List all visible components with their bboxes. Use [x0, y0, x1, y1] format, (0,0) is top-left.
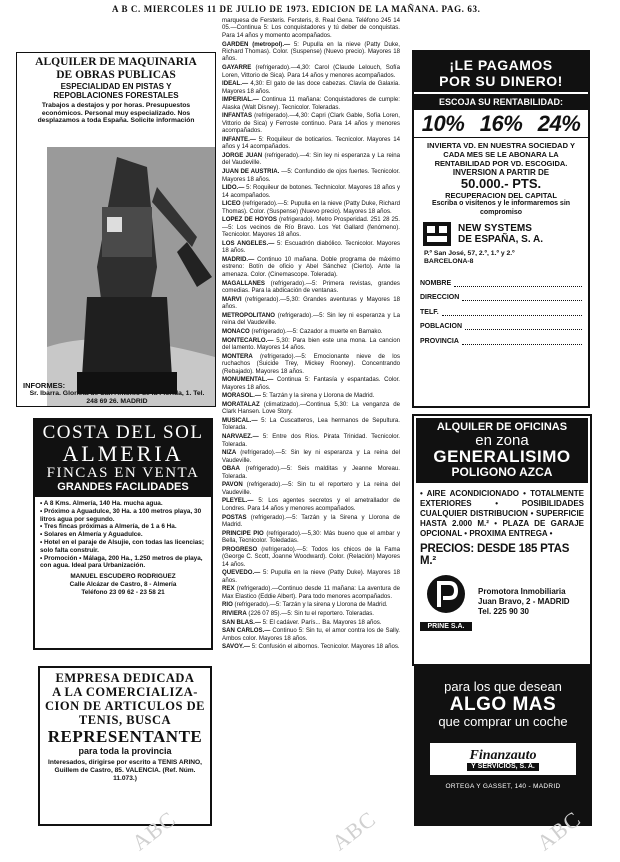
cinema-listing — [222, 337, 400, 352]
cinema-listing — [222, 168, 400, 183]
cinema-program: (refrigerado).—5: Emocionante nieve de los ruchachos (Suicide Trey, Mickey Rooney). Concentrando (Rebajado). Mayores 18 años. — [222, 352, 400, 375]
cinema-listing — [222, 449, 400, 464]
cinema-name: MADRID.— — [222, 256, 255, 264]
cinema-name: LIDO.— — [222, 184, 245, 192]
cinema-listing — [222, 546, 400, 568]
cinema-listing — [222, 353, 400, 375]
finanzauto-brand-2: Y SERVICIOS, S. A. — [467, 763, 539, 771]
pagamos-body-1: INVIERTA VD. EN NUESTRA SOCIEDAD Y CADA MES SE LE ABONARA LA RENTABILIDAD POR VD. ESCOGIDA. — [427, 141, 575, 168]
cinema-name: IDEAL.— — [222, 80, 249, 88]
pagamos-rates — [414, 110, 588, 138]
cinema-program: (refrigerado).—5: Tarzán y la sirena y Llorona de Madrid. — [234, 601, 388, 609]
pagamos-body-2: INVERSION A PARTIR DE — [452, 168, 550, 177]
finanzauto-logo — [430, 743, 576, 775]
ad-le-pagamos — [412, 50, 590, 408]
maquinaria-body: Trabajos a destajos y por horas. Presupuestos económicos. Personal muy especializado. Nos desplazamos a toda España. Solicite información — [37, 102, 195, 125]
cinema-program: (refrigerado).—5,30: Grandes aventuras y Mayores 18 años. — [222, 295, 400, 311]
cinema-program: Continuo 10 mañana. Doble programa de máximo estreno: Botín de oficio y Abel Sánchez (Cierto). Ante la amenaza. Color. (Cinemascope. Tolerada). — [222, 256, 400, 278]
cinema-name: LOPEZ DE HOYOS — [222, 216, 277, 224]
cinema-program: Continua 11 mañana: Conquistadores de cumple: Alaska (Walt Disney). Tecnicolor. Toleradas. — [222, 96, 400, 111]
field-provincia[interactable]: PROVINCIA — [420, 330, 582, 345]
cinema-listing — [222, 17, 400, 39]
cinema-listing — [222, 41, 400, 63]
costa-contact: MANUEL ESCUDERO RODRIGUEZ — [70, 573, 176, 581]
cinema-name: REX — [222, 585, 235, 593]
cinema-program: 5: La Cuscatteros, Lea hermanos de Sepultura. Tolerada. — [222, 416, 400, 432]
cinema-name: OBAA — [222, 465, 240, 473]
cinema-program: (refrigerado).—5: Sin ley ni esperanza y La reina del Vaudeville. — [222, 449, 400, 464]
oficinas-title-2: en zona — [475, 432, 529, 449]
cinema-program: (refrigerado).—4,30: Capri (Clark Gable, Sofía Loren, Vittorio de Sica) y Ferroste continuo. Para 14 años y menores acompañados. — [222, 112, 400, 135]
maquinaria-subtitle-1: ESPECIALIDAD EN PISTAS Y — [60, 82, 172, 91]
watermark-1: ABC — [127, 805, 181, 856]
costa-item-6: • Promoción • Málaga, 200 Ha., 1.250 metros de playa, con agua. Ideal para Urbanización. — [40, 554, 203, 570]
rate-16: 16% — [479, 110, 523, 136]
cinema-listing — [222, 96, 400, 111]
new-systems-city: BARCELONA-8 — [424, 258, 474, 265]
cinema-program: 4,30: El gato de las doce cabezas. Clavía de Galaxia. Mayores 18 años. — [222, 80, 400, 95]
cinema-name: MONTECARLO.— — [222, 336, 274, 344]
cinema-program: (refrigerado).—5: Primera revistas, grandes comedias. Para la abdicación de ventanas. — [222, 279, 400, 295]
cinema-program: 5: Escuadrón diabólico. Tecnicolor. Mayores 18 años. — [222, 239, 400, 255]
cinema-program: (refrigerado).—5: Cazador a muerte en Bamako. — [251, 327, 383, 335]
cinema-program: Continuo 5: Sin tu, el amor contra los de Sally. Ambos color. Mayores 18 años. — [222, 627, 400, 642]
cinema-program: (refrigerado).—4: Sin ley ni esperanza y La reina del Vaudeville. — [222, 152, 400, 167]
cinema-program: (refrigerado). Metro Prosperidad. 251 28 25.—5: Los vecinos de Río Bravo. Los Yet Gallard (fenómeno). Tecnicolor. Mayores 18 años. — [222, 216, 400, 239]
cinema-listing — [222, 312, 400, 327]
cinema-program: (226 07 85).—5: Sin tu el reportero. Toleradas. — [248, 610, 374, 618]
costa-item-4: • Solares en Almería y Aguadulce. — [40, 531, 143, 539]
cinema-program: 5: Confusión el albornos. Tecnicolor. Mayores 18 años. — [251, 643, 400, 651]
cinema-listing — [222, 136, 400, 151]
cinema-program: 5: Entre dos Ríos. Pirata Trinidad. Tecnicolor. Tolerada. — [222, 433, 400, 448]
field-poblacion[interactable]: POBLACION — [420, 316, 582, 331]
costa-title-1: COSTA DEL SOL — [42, 422, 204, 443]
cinema-listing — [222, 610, 400, 617]
cinema-program: (refrigerado).—5: Sin ley ni esperanza y La reina del Vaudeville. — [222, 311, 400, 327]
cinema-listing — [222, 433, 400, 448]
cinema-name: SAN BLAS.— — [222, 618, 261, 626]
cinema-listing — [222, 569, 400, 584]
oficinas-title-3: GENERALISIMO — [433, 447, 571, 466]
cinema-name: MONTERA — [222, 352, 253, 360]
prine-brand: PRINE S.A. — [420, 622, 472, 631]
cinema-program: 5: Pupulla en la nieve (Patty Duke). Mayores 18 años. — [222, 569, 400, 584]
cinema-program: (refrigerado).—5: Todos los chicos de la Fama (George C. Scott, Joanne Woodward). Color. (Relación) Mayores 14 años. — [222, 545, 400, 568]
cinema-listing — [222, 530, 400, 545]
costa-address: Calle Alcázar de Castro, 8 - Almería — [69, 580, 177, 588]
cinema-name: GAYARRE — [222, 64, 252, 72]
watermark-2: ABC — [327, 805, 381, 856]
cinema-program: —5: Confundido de ojos fuertes. Tecnicolor. Mayores 18 años. — [222, 168, 400, 183]
cinema-listing — [222, 216, 400, 238]
ad-empresa-tenis — [38, 666, 212, 826]
cinema-listing — [222, 240, 400, 255]
excavator-photo — [47, 147, 215, 407]
costa-title-3: FINCAS EN VENTA — [46, 465, 200, 481]
cinema-program: 5: Roquileur de boticarios. Tecnicolor. Mayores 14 años y 14 acompañados. — [222, 135, 400, 151]
pagamos-amount: 50.000.- PTS. — [460, 176, 542, 191]
cinema-name: PROGRESO — [222, 545, 258, 553]
new-systems-name-2: DE ESPAÑA, S. A. — [458, 234, 544, 245]
cinema-name: INFANTAS — [222, 112, 253, 120]
cinema-name: MONUMENTAL.— — [222, 376, 274, 384]
cinema-program: 5: Tarzán y la sirena y Llorona de Madrid. — [262, 392, 375, 400]
cinema-listing — [222, 112, 400, 134]
empresa-line-2: A LA COMERCIALIZA- — [52, 685, 198, 699]
cinema-listing — [222, 392, 400, 399]
cinema-listing — [222, 296, 400, 311]
cinema-listing — [222, 514, 400, 529]
cinema-listing — [222, 152, 400, 167]
cinema-name: INFANTE.— — [222, 135, 256, 143]
cinema-name: NARVAEZ.— — [222, 433, 259, 441]
costa-item-2: • Próximo a Aguadulce, 30 Ha. a 100 metros playa, 30 litros agua por segundo. — [40, 507, 202, 523]
cinema-program: 5: Pupulla en la nieve (Patty Duke, Richard Thomas). Color. (Suspense) (Nuevo precio). Mayores 18 años. — [222, 40, 400, 63]
watermark-3: ABC — [532, 805, 586, 856]
costa-title-2: ALMERIA — [62, 441, 184, 466]
cinema-program: (refrigerado).—5: Tarzán y la Sirena y Llorona de Madrid. — [222, 513, 400, 528]
cinema-listing — [222, 417, 400, 432]
pagamos-escoja: ESCOJA SU RENTABILIDAD: — [414, 94, 588, 110]
cinema-program: Continua 5: Fantasía y espantadas. Color. Mayores 18 años. — [222, 376, 400, 391]
cinema-program: (refrigerado).—5: Seis malditas y Jeanne Moreau. Tolerada. — [222, 465, 400, 480]
cinema-listing — [222, 643, 400, 650]
cinema-name: SAN CARLOS.— — [222, 627, 271, 635]
cinema-listing — [222, 200, 400, 215]
ad-maquinaria — [16, 52, 216, 407]
finanzauto-brand-1: Finanzauto — [469, 747, 537, 763]
prine-logo-icon — [425, 573, 467, 617]
cinema-listing — [222, 280, 400, 295]
page-header: A B C. MIERCOLES 11 DE JULIO DE 1973. EDICION DE LA MAÑANA. PAG. 63. — [112, 4, 481, 14]
empresa-line-1: EMPRESA DEDICADA — [55, 671, 195, 685]
coche-line-1: para los que desean — [444, 679, 562, 694]
ad-costa-del-sol — [33, 418, 213, 650]
cinema-listing — [222, 184, 400, 199]
cinema-program: (refrigerado).—Continuo desde 11 mañana: La aventura de Max Elastico (Eddie Albert). Para todo menores acompañados. — [222, 585, 400, 600]
pagamos-title-1: ¡LE PAGAMOS — [449, 57, 553, 73]
coche-line-2: ALGO MAS — [449, 694, 557, 715]
cinema-name: PRINCIPE PIO — [222, 529, 264, 537]
field-telf[interactable]: TELF. — [420, 301, 582, 316]
cinema-name: MORATALAZ — [222, 400, 260, 408]
cinema-name: RIO — [222, 601, 233, 609]
cinema-program: 5,30: Para bien este una mona. La cancion del lamento. Mayores 14 años. — [222, 336, 400, 351]
rate-10: 10% — [421, 110, 465, 136]
costa-title-4: GRANDES FACILIDADES — [57, 481, 189, 493]
empresa-line-4: TENIS, BUSCA — [78, 713, 172, 727]
pagamos-body-3: RECUPERACION DEL CAPITAL — [445, 191, 557, 200]
cinema-name: NIZA — [222, 449, 237, 457]
cinema-program: (refrigerado).—5: Pupulla en la nieve (Patty Duke, Richard Thomas). Color. (Suspense) (Nuevo precio). Mayores 18 años. — [222, 200, 400, 215]
cinema-name: GARDEN (metropol).— — [222, 40, 291, 48]
pagamos-body-4: Escriba o visítenos y le informaremos sin compromiso — [431, 200, 571, 216]
cinema-name: MARVI — [222, 295, 242, 303]
oficinas-title-4: POLIGONO AZCA — [451, 465, 553, 479]
cinema-name: MUSICAL.— — [222, 416, 258, 424]
empresa-representante: REPRESENTANTE — [47, 727, 203, 746]
maquinaria-informes-label: INFORMES: — [23, 381, 66, 390]
cinema-name: MORASOL.— — [222, 392, 261, 400]
cinema-listing — [222, 465, 400, 480]
cinema-name: IMPERIAL.— — [222, 96, 259, 104]
costa-item-3: • Tres fincas próximas a Almería, de 1 a 6 Ha. — [40, 523, 177, 531]
maquinaria-informes: Sr. Ibarra. Glorieta de San Antonio de la Florida, 1. Tel. 248 69 26. MADRID — [29, 390, 205, 405]
rate-24: 24% — [537, 110, 581, 136]
cinema-program: (refrigerado).—4,30: Carol (Claude Lelouch, Sofía Loren, Vittorio de Sica). Para 14 años y menores acompañados. — [222, 64, 400, 79]
oficinas-features: • AIRE ACONDICIONADO • TOTALMENTE EXTERIORES • POSIBILIDADES CUALQUIER DISTRIBUCION • SUPERFICIE HASTA 2.000 M.² • PLAZA DE GARAJE OPCIONAL • PROXIMA ENTREGA • — [420, 489, 584, 538]
empresa-provincia: para toda la provincia — [78, 746, 172, 756]
cinema-listing — [222, 497, 400, 512]
cinema-listing — [222, 401, 400, 416]
cinema-listing — [222, 64, 400, 79]
costa-item-5: • Hotel en el paraje de Alsujie, con todas las licencias; solo falta construir. — [40, 538, 204, 554]
cinema-name: RIVIERA — [222, 610, 247, 618]
cinema-name: QUEVEDO.— — [222, 569, 261, 577]
cinema-name: LICEO — [222, 200, 241, 208]
cinema-listing — [222, 80, 400, 95]
cinema-program: 5: Los agentes secretos y el ametrallador de Londres. Para 14 años y menores acompañados. — [222, 497, 400, 512]
field-nombre[interactable]: NOMBRE — [420, 272, 582, 287]
cinema-program: marquesa de Fersteris. Fersteris, 8. Real Gena. Teléfono 245 14 05.—Continua 5: Los conquistadores y tú deber de conquistas. Para 14 años y momento acompañados. — [222, 17, 400, 39]
coupon-form — [420, 272, 582, 345]
costa-item-1: • A 8 Kms. Almería, 140 Ha. mucha agua. — [40, 500, 163, 507]
cinema-name: MAGALLANES — [222, 279, 265, 287]
cinema-name: JUAN DE AUSTRIA. — [222, 168, 280, 176]
prine-promo-2: Juan Bravo, 2 - MADRID — [478, 597, 570, 606]
cinema-name: POSTAS — [222, 513, 247, 521]
cinema-listing — [222, 481, 400, 496]
new-systems-address: P.º San José, 57, 2.º, 1.º y 2.º — [424, 250, 515, 257]
new-systems-name-1: NEW SYSTEMS — [458, 223, 532, 234]
maquinaria-title-1: ALQUILER DE MAQUINARIA — [35, 56, 197, 68]
cinema-name: METROPOLITANO — [222, 311, 276, 319]
cinema-name: PLEYEL.— — [222, 497, 254, 505]
costa-phone: Teléfono 23 09 62 - 23 58 21 — [81, 588, 165, 596]
cinema-program: (refrigerado).—5: Sin tu el reportero y La reina del Vaudeville. — [222, 481, 400, 496]
maquinaria-subtitle-2: REPOBLACIONES FORESTALES — [53, 91, 179, 100]
field-direccion[interactable]: DIRECCION — [420, 287, 582, 302]
coche-line-3: que comprar un coche — [438, 714, 568, 729]
empresa-body: Interesados, dirigirse por escrito a TENIS ARINO, Guillem de Castro, 85. VALENCIA. (Ref. Núm. 11.073.) — [47, 759, 203, 782]
cinema-listing — [222, 585, 400, 600]
ad-oficinas — [412, 414, 592, 666]
ad-finanzauto — [414, 664, 592, 826]
cinema-listing — [222, 328, 400, 335]
empresa-line-3: CION DE ARTICULOS DE — [45, 699, 205, 713]
oficinas-prices: PRECIOS: DESDE 185 PTAS M.² — [420, 543, 570, 567]
cinema-listing — [222, 627, 400, 642]
finanzauto-address: ORTEGA Y GASSET, 140 - MADRID — [445, 783, 561, 790]
cinema-program: 5: Roquileur de botones. Technicolor. Mayores 18 años y 14 acompañados. — [222, 184, 400, 199]
cinema-name: SAVOY.— — [222, 643, 250, 651]
maquinaria-title-2: DE OBRAS PUBLICAS — [56, 68, 176, 81]
cinema-name: MONACO — [222, 327, 250, 335]
cinema-listing — [222, 601, 400, 608]
oficinas-title-1: ALQUILER DE OFICINAS — [436, 421, 568, 433]
prine-promo-3: Tel. 225 90 30 — [478, 607, 529, 616]
cinema-program: 5: El cadáver. París... Ba. Mayores 18 años. — [262, 618, 382, 626]
pagamos-title-2: POR SU DINERO! — [439, 73, 563, 89]
new-systems-logo-icon — [422, 221, 452, 247]
cinema-name: LOS ANGELES.— — [222, 239, 275, 247]
cinema-program: (climatizado).—Continua 5,30: La venganza de Clark Hansen. Love Story. — [222, 400, 400, 416]
cinema-listing — [222, 256, 400, 278]
cinema-name: PAVON — [222, 481, 243, 489]
cartelera-column — [222, 17, 400, 862]
prine-promo-1: Promotora Inmobiliaria — [478, 587, 566, 596]
cinema-program: (refrigerado).—5,30: Más bueno que el ambar y Bella, Tecnicolor. Toledadas. — [222, 529, 400, 545]
cinema-listing — [222, 619, 400, 626]
cinema-listing — [222, 376, 400, 391]
excavator-illustration — [47, 147, 215, 407]
cinema-name: JORGE JUAN — [222, 152, 263, 160]
